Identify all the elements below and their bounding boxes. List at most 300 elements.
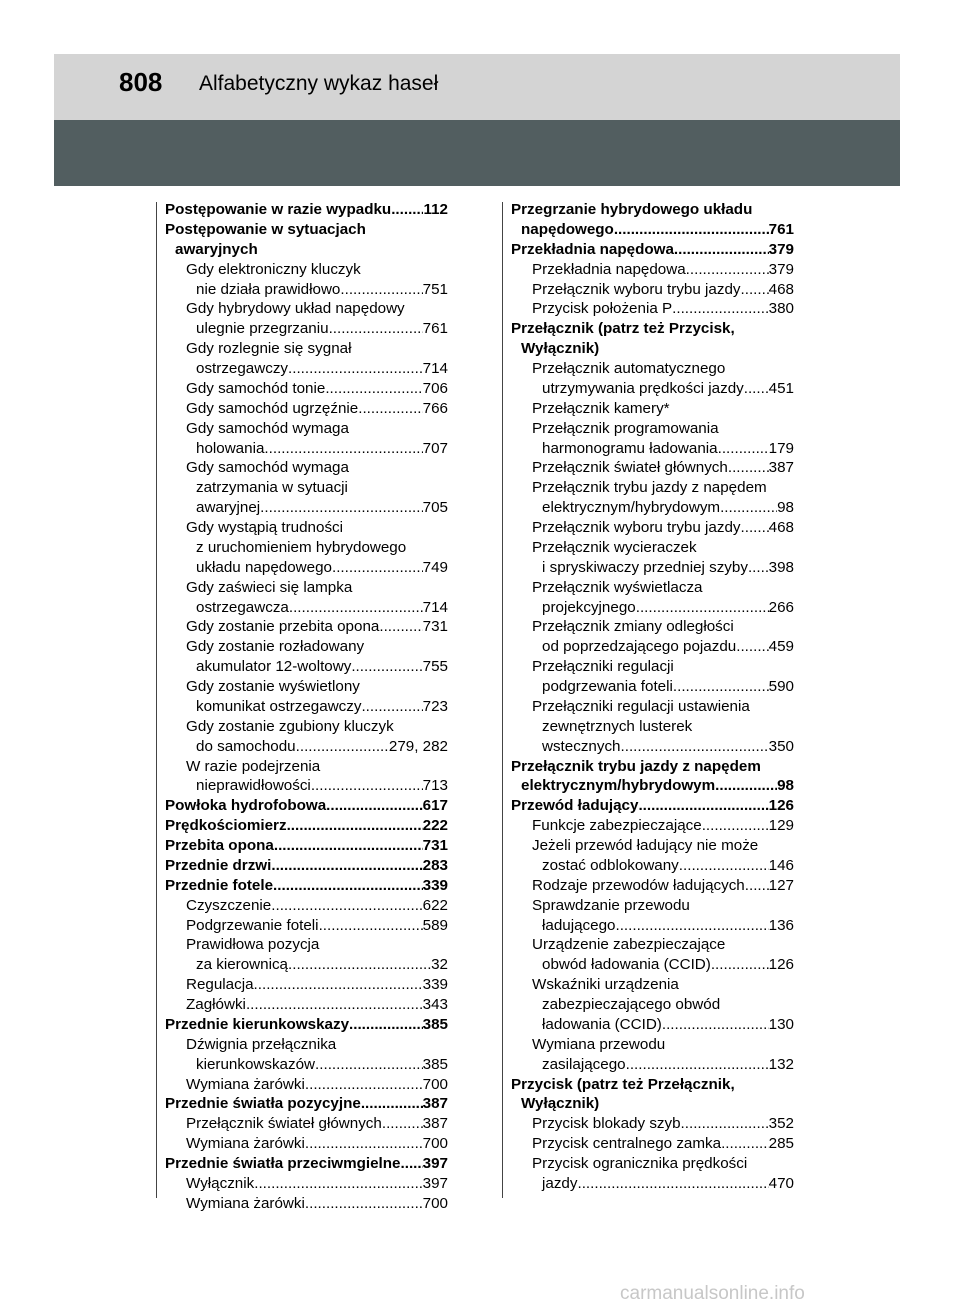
- entry-page-number[interactable]: 700: [422, 1075, 448, 1093]
- index-entry: [165, 1055, 448, 1075]
- entry-text: Sprawdzanie przewodu: [532, 896, 690, 914]
- index-entry: [511, 1094, 794, 1114]
- index-column-left: [165, 200, 448, 1214]
- index-entry: [511, 339, 794, 359]
- dot-leader: [621, 737, 769, 757]
- index-entry: [165, 339, 448, 359]
- index-entry: [165, 538, 448, 558]
- entry-page-number[interactable]: 468: [768, 280, 794, 298]
- entry-page-number[interactable]: 617: [422, 797, 448, 815]
- index-entry: [165, 1015, 448, 1035]
- dot-leader: [305, 1194, 423, 1214]
- entry-page-number[interactable]: 589: [422, 916, 448, 934]
- page-title: Alfabetyczny wykaz haseł: [199, 72, 439, 95]
- dot-leader: [264, 439, 422, 459]
- index-entry: [165, 319, 448, 339]
- entry-page-number[interactable]: 723: [422, 697, 448, 715]
- entry-text: Rodzaje przewodów ładujących: [532, 876, 745, 894]
- entry-text: Czyszczenie: [186, 896, 272, 914]
- entry-page-number[interactable]: 751: [422, 280, 448, 298]
- entry-text: Wskaźniki urządzenia: [532, 976, 679, 994]
- entry-page-number[interactable]: 700: [422, 1194, 448, 1212]
- index-entry: [511, 598, 794, 618]
- dot-leader: [718, 439, 769, 459]
- entry-text: Urządzenie zabezpieczające: [532, 936, 726, 954]
- dot-leader: [254, 1174, 422, 1194]
- dot-leader: [325, 379, 422, 399]
- entry-text: zabezpieczającego obwód: [542, 996, 721, 1013]
- entry-text: Wymiana żarówki: [186, 1075, 305, 1093]
- entry-page-number[interactable]: 705: [422, 499, 448, 517]
- entry-text: Przełącznik wycieraczek: [532, 538, 697, 556]
- dot-leader: [382, 1114, 423, 1134]
- index-entry: [165, 737, 448, 757]
- index-column-right: [511, 200, 794, 1194]
- index-entry: [165, 935, 448, 955]
- index-entry: [511, 796, 794, 816]
- entry-text: Przełącznik świateł głównych: [186, 1115, 382, 1133]
- entry-text: Przednie fotele: [165, 876, 274, 894]
- index-entry: [165, 1134, 448, 1154]
- index-entry: [165, 578, 448, 598]
- index-entry: [511, 1055, 794, 1075]
- dot-leader: [287, 816, 423, 836]
- entry-text: z uruchomieniem hybrydowego: [196, 538, 407, 556]
- entry-text: układu napędowego: [196, 558, 332, 576]
- entry-page-number[interactable]: 98: [777, 499, 794, 517]
- entry-page-number[interactable]: 622: [422, 896, 448, 914]
- dot-leader: [246, 995, 423, 1015]
- index-entry: [511, 776, 794, 796]
- entry-page-number[interactable]: 112: [423, 201, 448, 218]
- dot-leader: [720, 498, 777, 518]
- dot-leader: [615, 916, 768, 936]
- dot-leader: [636, 598, 769, 618]
- index-entry: [511, 399, 794, 419]
- dot-leader: [274, 836, 423, 856]
- entry-text: ulegnie przegrzaniu: [196, 320, 329, 338]
- entry-text: Gdy rozlegnie się sygnał: [186, 340, 352, 358]
- entry-text: Przełącznik kamery*: [532, 399, 670, 417]
- entry-text: Wyłącznik): [521, 340, 600, 358]
- dot-leader: [736, 637, 768, 657]
- dot-leader: [305, 1075, 423, 1095]
- index-entry: [511, 657, 794, 677]
- entry-text: holowania: [196, 439, 265, 457]
- index-entry: [165, 439, 448, 459]
- dot-leader: [358, 399, 422, 419]
- dot-leader: [288, 359, 423, 379]
- index-entry: [511, 836, 794, 856]
- index-entry: [511, 1154, 794, 1174]
- entry-text: podgrzewania foteli: [542, 678, 673, 695]
- dot-leader: [686, 260, 769, 280]
- entry-text: ostrzegawczy: [196, 360, 289, 377]
- dot-leader: [638, 796, 768, 816]
- entry-text: zatrzymania w sytuacji: [196, 479, 348, 497]
- right-column-rule: [502, 202, 503, 1198]
- entry-text: harmonogramu ładowania: [542, 439, 718, 457]
- entry-text: Funkcje zabezpieczające: [532, 817, 702, 835]
- dot-leader: [728, 458, 769, 478]
- entry-text: Przycisk centralnego zamka: [532, 1135, 722, 1153]
- index-entry: [511, 260, 794, 280]
- entry-text: napędowego: [521, 220, 614, 238]
- entry-page-number[interactable]: 713: [422, 777, 448, 795]
- index-entry: [511, 220, 794, 240]
- entry-page-number[interactable]: 755: [422, 658, 448, 676]
- entry-text: Gdy zaświeci się lampka: [186, 578, 353, 596]
- entry-page-number[interactable]: 385: [422, 1015, 448, 1033]
- entry-text: Prawidłowa pozycja: [186, 936, 320, 954]
- entry-text: Postępowanie w razie wypadku: [165, 201, 392, 218]
- entry-page-number[interactable]: 385: [422, 1055, 448, 1073]
- entry-page-number[interactable]: 714: [422, 360, 448, 377]
- index-entry: [511, 1035, 794, 1055]
- index-entry: [511, 935, 794, 955]
- dot-leader: [311, 776, 423, 796]
- dot-leader: [379, 617, 422, 637]
- index-entry: [165, 1154, 448, 1174]
- entry-page-number[interactable]: 397: [422, 1155, 448, 1172]
- entry-page-number[interactable]: 451: [768, 379, 794, 397]
- entry-page-number[interactable]: 285: [768, 1135, 794, 1153]
- entry-page-number[interactable]: 339: [422, 876, 448, 894]
- entry-text: Dźwignia przełącznika: [186, 1035, 337, 1053]
- entry-text: Gdy hybrydowy układ napędowy: [186, 300, 405, 318]
- index-entry: [511, 1174, 794, 1194]
- entry-text: akumulator 12-woltowy: [196, 658, 352, 676]
- index-entry: [511, 538, 794, 558]
- entry-text: nie działa prawidłowo: [196, 280, 341, 298]
- entry-text: Przełącznik programowania: [532, 419, 719, 437]
- dot-leader: [662, 1015, 769, 1035]
- entry-page-number[interactable]: 387: [422, 1115, 448, 1133]
- index-entry: [165, 677, 448, 697]
- index-entry: [165, 1035, 448, 1055]
- entry-page-number[interactable]: 766: [422, 399, 448, 417]
- dot-leader: [305, 1134, 423, 1154]
- index-entry: [511, 916, 794, 936]
- index-entry: [165, 1174, 448, 1194]
- index-entry: [511, 975, 794, 995]
- dot-leader: [741, 518, 769, 538]
- index-entry: [511, 617, 794, 637]
- entry-text: ostrzegawcza: [196, 598, 289, 616]
- index-entry: [165, 260, 448, 280]
- page-header: [54, 54, 900, 120]
- dot-leader: [326, 796, 422, 816]
- index-entry: [511, 955, 794, 975]
- index-entry: [511, 637, 794, 657]
- entry-text: Przycisk położenia P: [532, 300, 673, 318]
- entry-text: Gdy samochód wymaga: [186, 459, 349, 477]
- entry-text: Przełącznik zmiany odległości: [532, 618, 734, 636]
- dot-leader: [332, 558, 423, 578]
- index-entry: [165, 220, 448, 240]
- entry-text: Przełącznik trybu jazdy z napędem: [532, 479, 767, 497]
- entry-text: Regulacja: [186, 976, 254, 994]
- entry-text: obwód ładowania (CCID): [542, 956, 711, 974]
- index-entry: [511, 359, 794, 379]
- index-entry: [511, 1075, 794, 1095]
- dot-leader: [702, 816, 769, 836]
- entry-text: Przycisk ogranicznika prędkości: [532, 1155, 748, 1172]
- index-entry: [165, 955, 448, 975]
- entry-page-number[interactable]: 749: [422, 558, 448, 576]
- entry-text: Wymiana żarówki: [186, 1194, 305, 1212]
- index-entry: [165, 617, 448, 637]
- entry-page-number[interactable]: 468: [768, 519, 794, 536]
- entry-text: ładującego: [542, 916, 616, 934]
- entry-page-number[interactable]: 470: [768, 1174, 794, 1192]
- entry-text: zasilającego: [542, 1055, 626, 1073]
- entry-page-number[interactable]: 32: [431, 956, 448, 974]
- entry-page-number[interactable]: 707: [422, 439, 448, 457]
- entry-text: za kierownicą: [196, 956, 289, 974]
- index-entry: [165, 876, 448, 896]
- index-entry: [165, 518, 448, 538]
- index-entry: [511, 419, 794, 439]
- entry-page-number[interactable]: 380: [768, 300, 794, 318]
- index-entry: [511, 737, 794, 757]
- entry-text: Gdy zostanie rozładowany: [186, 638, 365, 656]
- entry-page-number[interactable]: 179: [768, 439, 794, 457]
- dot-leader: [289, 598, 423, 618]
- entry-text: Podgrzewanie foteli: [186, 916, 319, 934]
- entry-page-number[interactable]: 352: [768, 1115, 794, 1133]
- entry-text: Przełącznik świateł głównych: [532, 459, 728, 477]
- dot-leader: [361, 697, 422, 717]
- index-entry: [511, 1114, 794, 1134]
- entry-page-number[interactable]: 126: [768, 797, 794, 815]
- index-entry: [165, 856, 448, 876]
- index-entry: [165, 1094, 448, 1114]
- entry-text: jazdy: [542, 1174, 578, 1192]
- entry-page-number[interactable]: 761: [422, 320, 448, 338]
- dot-leader: [721, 1134, 769, 1154]
- dot-leader: [401, 1154, 423, 1174]
- index-entry: [165, 359, 448, 379]
- index-entry: [511, 319, 794, 339]
- entry-page-number[interactable]: 714: [422, 598, 448, 616]
- entry-text: zostać odblokowany: [542, 856, 679, 874]
- index-entry: [511, 558, 794, 578]
- index-entry: [165, 498, 448, 518]
- index-entry: [165, 657, 448, 677]
- index-entry: [165, 1075, 448, 1095]
- entry-page-number[interactable]: 136: [768, 916, 794, 934]
- entry-text: Przekładnia napędowa: [511, 240, 674, 258]
- index-entry: [165, 280, 448, 300]
- index-entry: [165, 637, 448, 657]
- entry-page-number[interactable]: 397: [422, 1174, 448, 1192]
- entry-text: komunikat ostrzegawczy: [196, 697, 362, 715]
- entry-text: Przednie światła pozycyjne: [165, 1095, 361, 1113]
- index-entry: [165, 399, 448, 419]
- entry-page-number[interactable]: 731: [422, 618, 448, 636]
- entry-text: Zagłówki: [186, 996, 246, 1013]
- entry-text: Przekładnia napędowa: [532, 260, 686, 278]
- entry-page-number[interactable]: 130: [768, 1015, 794, 1033]
- index-entry: [165, 697, 448, 717]
- entry-text: Przycisk (patrz też Przełącznik,: [511, 1075, 735, 1093]
- entry-page-number[interactable]: 731: [422, 837, 448, 854]
- entry-page-number[interactable]: 590: [768, 678, 794, 695]
- entry-text: Przycisk blokady szyb: [532, 1115, 681, 1133]
- index-entry: [511, 498, 794, 518]
- entry-page-number[interactable]: 343: [422, 996, 448, 1013]
- entry-text: Prędkościomierz: [165, 817, 287, 835]
- index-entry: [511, 458, 794, 478]
- index-entry: [165, 379, 448, 399]
- entry-text: Przełącznik wyboru trybu jazdy: [532, 519, 741, 536]
- index-entry: [511, 757, 794, 777]
- entry-text: Przełączniki regulacji: [532, 658, 674, 676]
- index-entry: [511, 518, 794, 538]
- index-entry: [165, 240, 448, 260]
- entry-page-number[interactable]: 379: [768, 240, 794, 258]
- dot-leader: [614, 220, 769, 240]
- entry-page-number[interactable]: 387: [422, 1095, 448, 1113]
- entry-page-number[interactable]: 222: [422, 817, 448, 835]
- dot-leader: [271, 896, 422, 916]
- index-entry: [165, 558, 448, 578]
- dot-leader: [577, 1174, 768, 1194]
- index-entry: [165, 995, 448, 1015]
- entry-text: Przednie drzwi: [165, 856, 272, 874]
- entry-page-number[interactable]: 279, 282: [388, 737, 448, 755]
- entry-page-number[interactable]: 126: [768, 956, 794, 974]
- dot-leader: [296, 737, 389, 757]
- index-entry: [165, 1194, 448, 1214]
- entry-text: wstecznych: [542, 737, 621, 755]
- index-entry: [165, 478, 448, 498]
- entry-text: Gdy zostanie wyświetlony: [186, 678, 360, 695]
- dot-leader: [672, 299, 769, 319]
- index-entry: [511, 876, 794, 896]
- entry-page-number[interactable]: 398: [768, 558, 794, 576]
- entry-text: Przegrzanie hybrydowego układu: [511, 201, 753, 218]
- index-entry: [511, 697, 794, 717]
- entry-page-number[interactable]: 387: [768, 459, 794, 477]
- index-entry: [511, 439, 794, 459]
- index-entry: [165, 598, 448, 618]
- entry-text: i spryskiwaczy przedniej szyby: [542, 558, 748, 576]
- entry-text: Przełącznik (patrz też Przycisk,: [511, 320, 735, 338]
- entry-page-number[interactable]: 706: [422, 379, 448, 397]
- entry-text: kierunkowskazów: [196, 1055, 316, 1073]
- entry-page-number[interactable]: 129: [768, 817, 794, 835]
- entry-text: Powłoka hydrofobowa: [165, 797, 327, 815]
- index-entry: [511, 677, 794, 697]
- entry-text: elektrycznym/hybrydowym: [542, 499, 721, 517]
- entry-text: Przewód ładujący: [511, 797, 639, 815]
- index-entry: [165, 717, 448, 737]
- entry-page-number[interactable]: 146: [768, 856, 794, 874]
- entry-text: utrzymywania prędkości jazdy: [542, 379, 744, 397]
- entry-page-number[interactable]: 127: [768, 876, 794, 894]
- dot-leader: [715, 776, 777, 796]
- entry-text: projekcyjnego: [542, 598, 636, 616]
- entry-page-number[interactable]: 761: [768, 220, 794, 238]
- index-entry: [511, 299, 794, 319]
- entry-text: zewnętrznych lusterek: [542, 717, 693, 735]
- entry-text: nieprawidłowości: [196, 777, 311, 795]
- index-entry: [165, 200, 448, 220]
- entry-page-number[interactable]: 350: [768, 737, 794, 755]
- dot-leader: [361, 1094, 423, 1114]
- entry-page-number[interactable]: 379: [768, 260, 794, 278]
- index-entry: [511, 240, 794, 260]
- dot-leader: [319, 916, 423, 936]
- entry-text: Gdy samochód tonie: [186, 379, 326, 397]
- entry-text: Przełączniki regulacji ustawienia: [532, 697, 750, 715]
- entry-page-number[interactable]: 132: [768, 1055, 794, 1073]
- dot-leader: [711, 955, 769, 975]
- entry-text: Wymiana przewodu: [532, 1035, 666, 1053]
- index-entry: [511, 717, 794, 737]
- index-entry: [165, 1114, 448, 1134]
- dot-leader: [351, 657, 422, 677]
- entry-page-number[interactable]: 459: [768, 638, 794, 656]
- entry-page-number[interactable]: 266: [768, 598, 794, 616]
- entry-text: Gdy zostanie przebita opona: [186, 618, 380, 636]
- entry-page-number[interactable]: 283: [422, 856, 448, 874]
- index-entry: [165, 419, 448, 439]
- entry-text: elektrycznym/hybrydowym: [521, 777, 716, 795]
- index-entry: [165, 776, 448, 796]
- index-entry: [165, 757, 448, 777]
- entry-text: Gdy wystąpią trudności: [186, 519, 344, 536]
- dot-leader: [271, 856, 422, 876]
- entry-text: od poprzedzającego pojazdu: [542, 638, 737, 656]
- index-entry: [165, 796, 448, 816]
- index-entry: [511, 995, 794, 1015]
- index-entry: [511, 578, 794, 598]
- dot-leader: [349, 1015, 423, 1035]
- dot-leader: [741, 280, 769, 300]
- index-entry: [511, 1015, 794, 1035]
- entry-text: ładowania (CCID): [542, 1015, 662, 1033]
- entry-text: Wyłącznik: [186, 1174, 255, 1192]
- dot-leader: [288, 955, 431, 975]
- entry-text: Przełącznik wyświetlacza: [532, 578, 703, 596]
- dot-leader: [329, 319, 423, 339]
- index-entry: [511, 1134, 794, 1154]
- dot-leader: [745, 876, 769, 896]
- entry-text: W razie podejrzenia: [186, 757, 321, 775]
- entry-text: Przełącznik wyboru trybu jazdy: [532, 280, 741, 298]
- dot-leader: [315, 1055, 423, 1075]
- dot-leader: [744, 379, 769, 399]
- index-entry: [165, 916, 448, 936]
- index-entry: [511, 200, 794, 220]
- entry-text: Gdy samochód wymaga: [186, 419, 349, 437]
- entry-page-number[interactable]: 339: [422, 976, 448, 994]
- left-column-rule: [156, 202, 157, 1198]
- entry-text: Gdy elektroniczny kluczyk: [186, 260, 361, 278]
- entry-page-number[interactable]: 98: [777, 777, 794, 795]
- entry-text: Wymiana żarówki: [186, 1135, 305, 1153]
- dot-leader: [679, 856, 769, 876]
- dot-leader: [674, 240, 769, 260]
- index-entry: [511, 816, 794, 836]
- index-entry: [165, 816, 448, 836]
- entry-page-number[interactable]: 700: [422, 1135, 448, 1153]
- index-entry: [511, 856, 794, 876]
- entry-text: awaryjnych: [175, 240, 258, 258]
